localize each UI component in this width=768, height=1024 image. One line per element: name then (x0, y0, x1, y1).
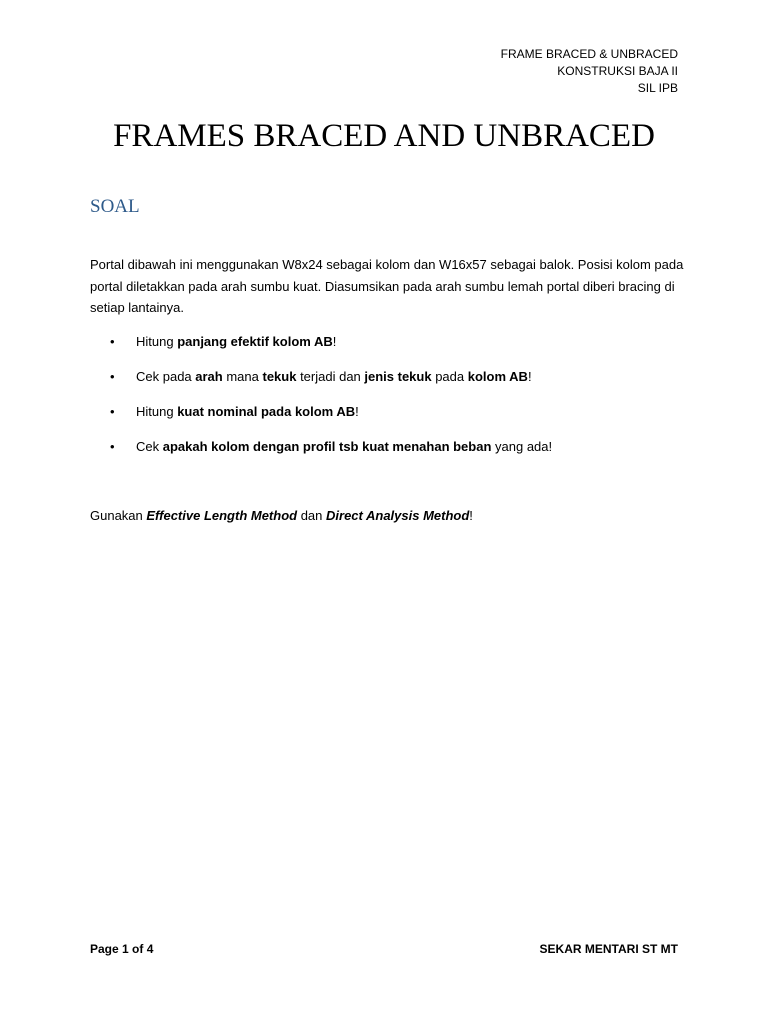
bullet-icon: • (110, 404, 115, 419)
page-total: 4 (146, 942, 154, 956)
task-item (110, 332, 690, 367)
task-emphasis: panjang efektif kolom AB (177, 334, 333, 349)
intro-paragraph: Portal dibawah ini menggunakan W8x24 sebagai kolom dan W16x57 sebagai balok. Posisi kolom pada portal diletakkan pada arah sumbu kuat. Diasumsikan pada arah sumbu lemah portal diberi bracing di setiap lantainya. (90, 257, 684, 315)
method-instruction (90, 506, 473, 526)
header-line-title: FRAME BRACED & UNBRACED (500, 47, 678, 61)
page-of: of (128, 942, 147, 956)
task-text: pada (431, 369, 468, 384)
task-item (110, 367, 690, 402)
task-emphasis: apakah kolom dengan profil tsb kuat menahan beban (162, 439, 492, 454)
method-name: Direct Analysis Method (326, 508, 470, 523)
author-footer: SEKAR MENTARI ST MT (539, 942, 678, 956)
section-heading-soal: SOAL (90, 196, 140, 217)
task-text: mana (222, 369, 263, 384)
bullet-icon: • (110, 334, 115, 349)
page-prefix: Page (90, 942, 123, 956)
task-text: terjadi dan (296, 369, 365, 384)
page-number (90, 942, 153, 956)
task-text: Hitung (136, 334, 178, 349)
task-emphasis: jenis tekuk (364, 369, 432, 384)
task-emphasis: tekuk (262, 369, 297, 384)
header-line-program: SIL IPB (637, 81, 678, 95)
running-header (501, 46, 678, 97)
task-emphasis: kuat nominal pada kolom AB (177, 404, 356, 419)
method-name: Effective Length Method (146, 508, 298, 523)
task-text: Cek (136, 439, 163, 454)
task-list (110, 332, 690, 472)
task-text: ! (355, 404, 359, 419)
header-line-course: KONSTRUKSI BAJA II (557, 64, 678, 78)
task-emphasis: arah (195, 369, 223, 384)
bullet-icon: • (110, 439, 115, 454)
task-text: yang ada! (491, 439, 553, 454)
closing-text: Gunakan (90, 508, 147, 523)
bullet-icon: • (110, 369, 115, 384)
task-item (110, 402, 690, 437)
task-text: ! (332, 334, 337, 349)
task-emphasis: kolom AB (467, 369, 528, 384)
closing-text: ! (469, 508, 473, 523)
task-text: Hitung (136, 404, 178, 419)
closing-text: dan (297, 508, 327, 523)
task-item (110, 437, 690, 472)
page-current: 1 (122, 942, 129, 956)
task-text: ! (527, 369, 532, 384)
document-title: FRAMES BRACED AND UNBRACED (113, 118, 655, 154)
task-text: Cek pada (136, 369, 196, 384)
